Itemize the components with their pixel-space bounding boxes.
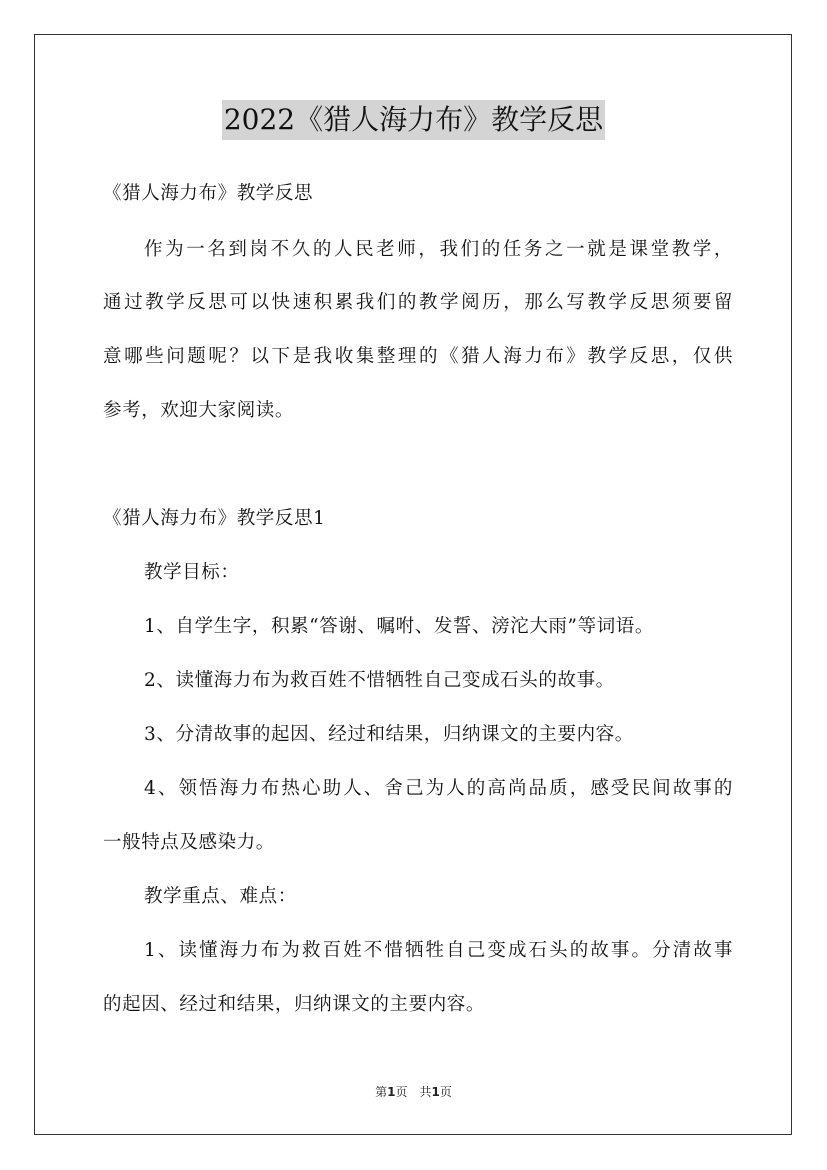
footer-mid: 页 共: [395, 1085, 432, 1099]
list-item-continuation: 一般特点及感染力。: [103, 832, 275, 853]
list-item: 1、自学生字，积累“答谢、嘱咐、发誓、滂沱大雨”等词语。: [144, 616, 654, 637]
paragraph-line: 参考，欢迎大家阅读。: [103, 400, 295, 421]
footer-total-pages: 1: [431, 1085, 440, 1099]
footer-prefix: 第: [375, 1085, 388, 1099]
list-item: 1、读懂海力布为救百姓不惜牺牲自己变成石头的故事。分清故事: [144, 940, 733, 961]
subheading: 教学目标：: [144, 562, 240, 583]
paragraph-line: 意哪些问题呢？以下是我收集整理的《猎人海力布》教学反思，仅供: [103, 346, 733, 367]
title-container: [0, 100, 827, 140]
paragraph-line: 作为一名到岗不久的人民老师，我们的任务之一就是课堂教学，: [144, 239, 733, 260]
list-item: 4、领悟海力布热心助人、舍己为人的高尚品质，感受民间故事的: [144, 778, 733, 799]
list-item: 3、分清故事的起因、经过和结果，归纳课文的主要内容。: [144, 724, 634, 745]
section-heading: 《猎人海力布》教学反思1: [103, 508, 326, 529]
section-heading: 《猎人海力布》教学反思: [103, 183, 314, 204]
paragraph-line: 通过教学反思可以快速积累我们的教学阅历，那么写教学反思须要留: [103, 292, 733, 313]
footer-suffix: 页: [439, 1085, 452, 1099]
list-item-continuation: 的起因、经过和结果，归纳课文的主要内容。: [103, 994, 486, 1015]
document-title: 2022《猎人海力布》教学反思: [222, 100, 605, 140]
list-item: 2、读懂海力布为救百姓不惜牺牲自己变成石头的故事。: [144, 670, 615, 691]
page-footer: [0, 1083, 827, 1100]
footer-current-page: 1: [387, 1085, 396, 1099]
subheading: 教学重点、难点：: [144, 886, 297, 907]
